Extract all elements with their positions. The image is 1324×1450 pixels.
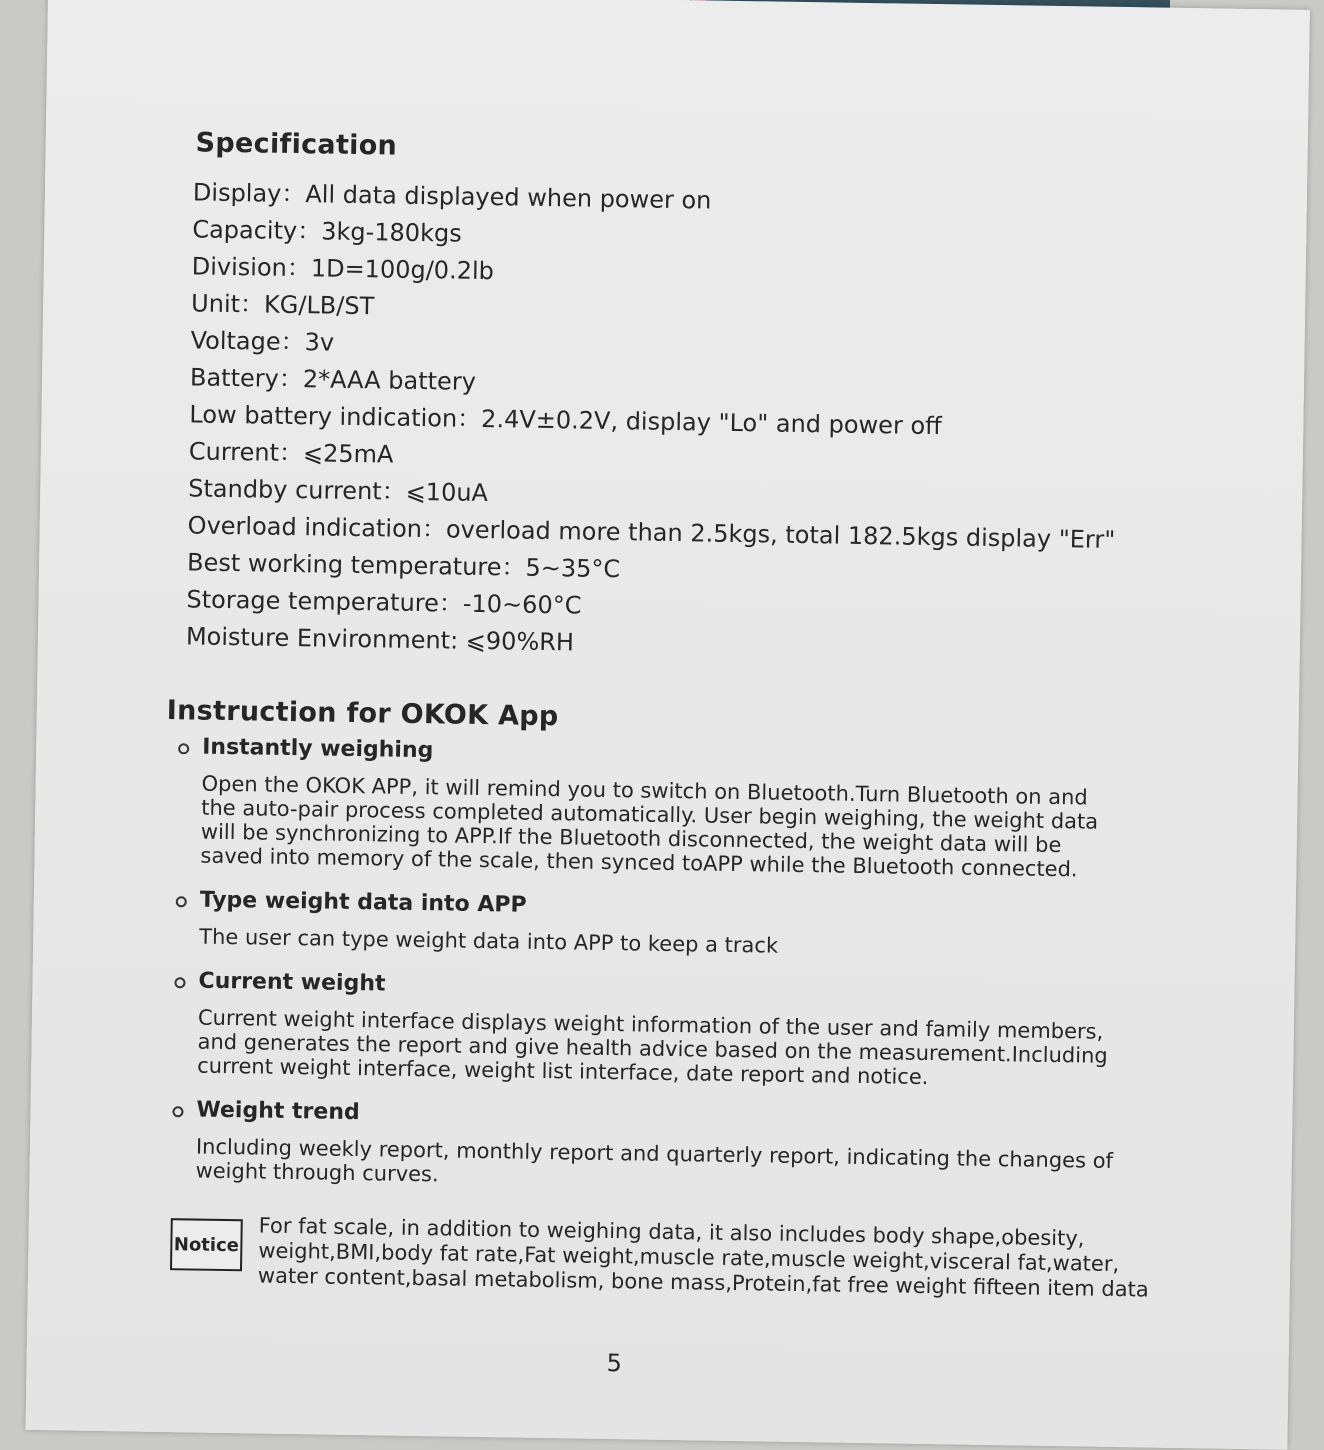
- notice-label: Notice: [170, 1218, 243, 1271]
- spec-label: Unit ：: [191, 289, 264, 318]
- section-weight-trend: [159, 1097, 1180, 1198]
- spec-value: ⩽90%RH: [465, 626, 575, 657]
- section-body: Current weight interface displays weight information of the user and family members, and generates the report and give health advice based on the measurement.Including current weight interface, weight list interface, date report and notice.: [197, 1005, 1108, 1090]
- section-heading: Current weight: [198, 968, 386, 997]
- spec-value: ⩽25mA: [302, 439, 394, 469]
- specification-list: [168, 174, 1195, 671]
- manual-page: [25, 0, 1309, 1450]
- notice-block: [158, 1212, 1179, 1303]
- spec-value: 5~35°C: [525, 553, 621, 584]
- spec-label: Capacity ：: [192, 215, 321, 245]
- spec-label: Standby current ：: [188, 474, 406, 505]
- section-body: The user can type weight data into APP to keep a track: [199, 924, 779, 958]
- section-type-weight-data: [163, 887, 1184, 964]
- section-body: Including weekly report, monthly report and quarterly report, indicating the changes of weight through curves.: [195, 1134, 1114, 1187]
- spec-value: 3kg-180kgs: [320, 217, 462, 248]
- spec-label: Division ：: [192, 252, 312, 282]
- spec-value: 3v: [304, 328, 335, 357]
- section-heading: Type weight data into APP: [199, 887, 527, 918]
- section-current-weight: [161, 968, 1183, 1093]
- section-heading: Weight trend: [196, 1097, 360, 1126]
- spec-label: Low battery indication ：: [189, 400, 481, 433]
- section-instantly-weighing: [164, 734, 1186, 883]
- spec-value: 1D=100g/0.2lb: [310, 254, 495, 286]
- circle-bullet-icon: [178, 743, 189, 754]
- circle-bullet-icon: [176, 896, 187, 907]
- app-instruction-title: Instruction for OKOK App: [166, 695, 559, 733]
- spec-label: Storage temperature ：: [186, 585, 463, 617]
- app-instruction-list: [159, 734, 1186, 1198]
- circle-bullet-icon: [174, 977, 185, 988]
- page-content: [158, 127, 1196, 1303]
- spec-label: Best working temperature ：: [187, 548, 526, 581]
- spec-value: ⩽10uA: [405, 477, 489, 508]
- circle-bullet-icon: [172, 1106, 183, 1117]
- specification-title: Specification: [195, 127, 398, 162]
- spec-label: Overload indication ：: [187, 511, 446, 543]
- spec-value: 2.4V±0.2V, display "Lo" and power off: [480, 404, 942, 441]
- section-heading: Instantly weighing: [202, 734, 434, 764]
- spec-label: Battery ：: [190, 363, 303, 393]
- page-number: 5: [606, 1349, 623, 1378]
- notice-text: For fat scale, in addition to weighing data, it also includes body shape,obesity, weight,BMI,body fat rate,Fat weight,muscle rate,muscle weight,visceral fat,water, water content,basal metabolism, bone mass,Protein,fat free weight fifteen item data: [257, 1213, 1149, 1302]
- spec-label: Voltage ：: [190, 326, 304, 356]
- spec-label: Display ：: [193, 178, 306, 208]
- spec-value: 2*AAA battery: [302, 365, 477, 396]
- spec-value: -10~60°C: [462, 589, 582, 620]
- spec-value: overload more than 2.5kgs, total 182.5kgs display "Err": [445, 515, 1116, 554]
- spec-value: All data displayed when power on: [305, 180, 712, 215]
- spec-label: Moisture Environment:: [185, 622, 467, 655]
- section-body: Open the OKOK APP, it will remind you to switch on Bluetooth.Turn Bluetooth on and the auto-pair process completed automatically. User begin weighing, the weight data will be synchronizing to APP.If the Bluetooth disconnected, the weight data will be saved into memory of the scale, then synced toAPP while the Bluetooth connected.: [200, 771, 1099, 882]
- spec-value: KG/LB/ST: [263, 290, 375, 321]
- spec-label: Current ：: [189, 437, 304, 467]
